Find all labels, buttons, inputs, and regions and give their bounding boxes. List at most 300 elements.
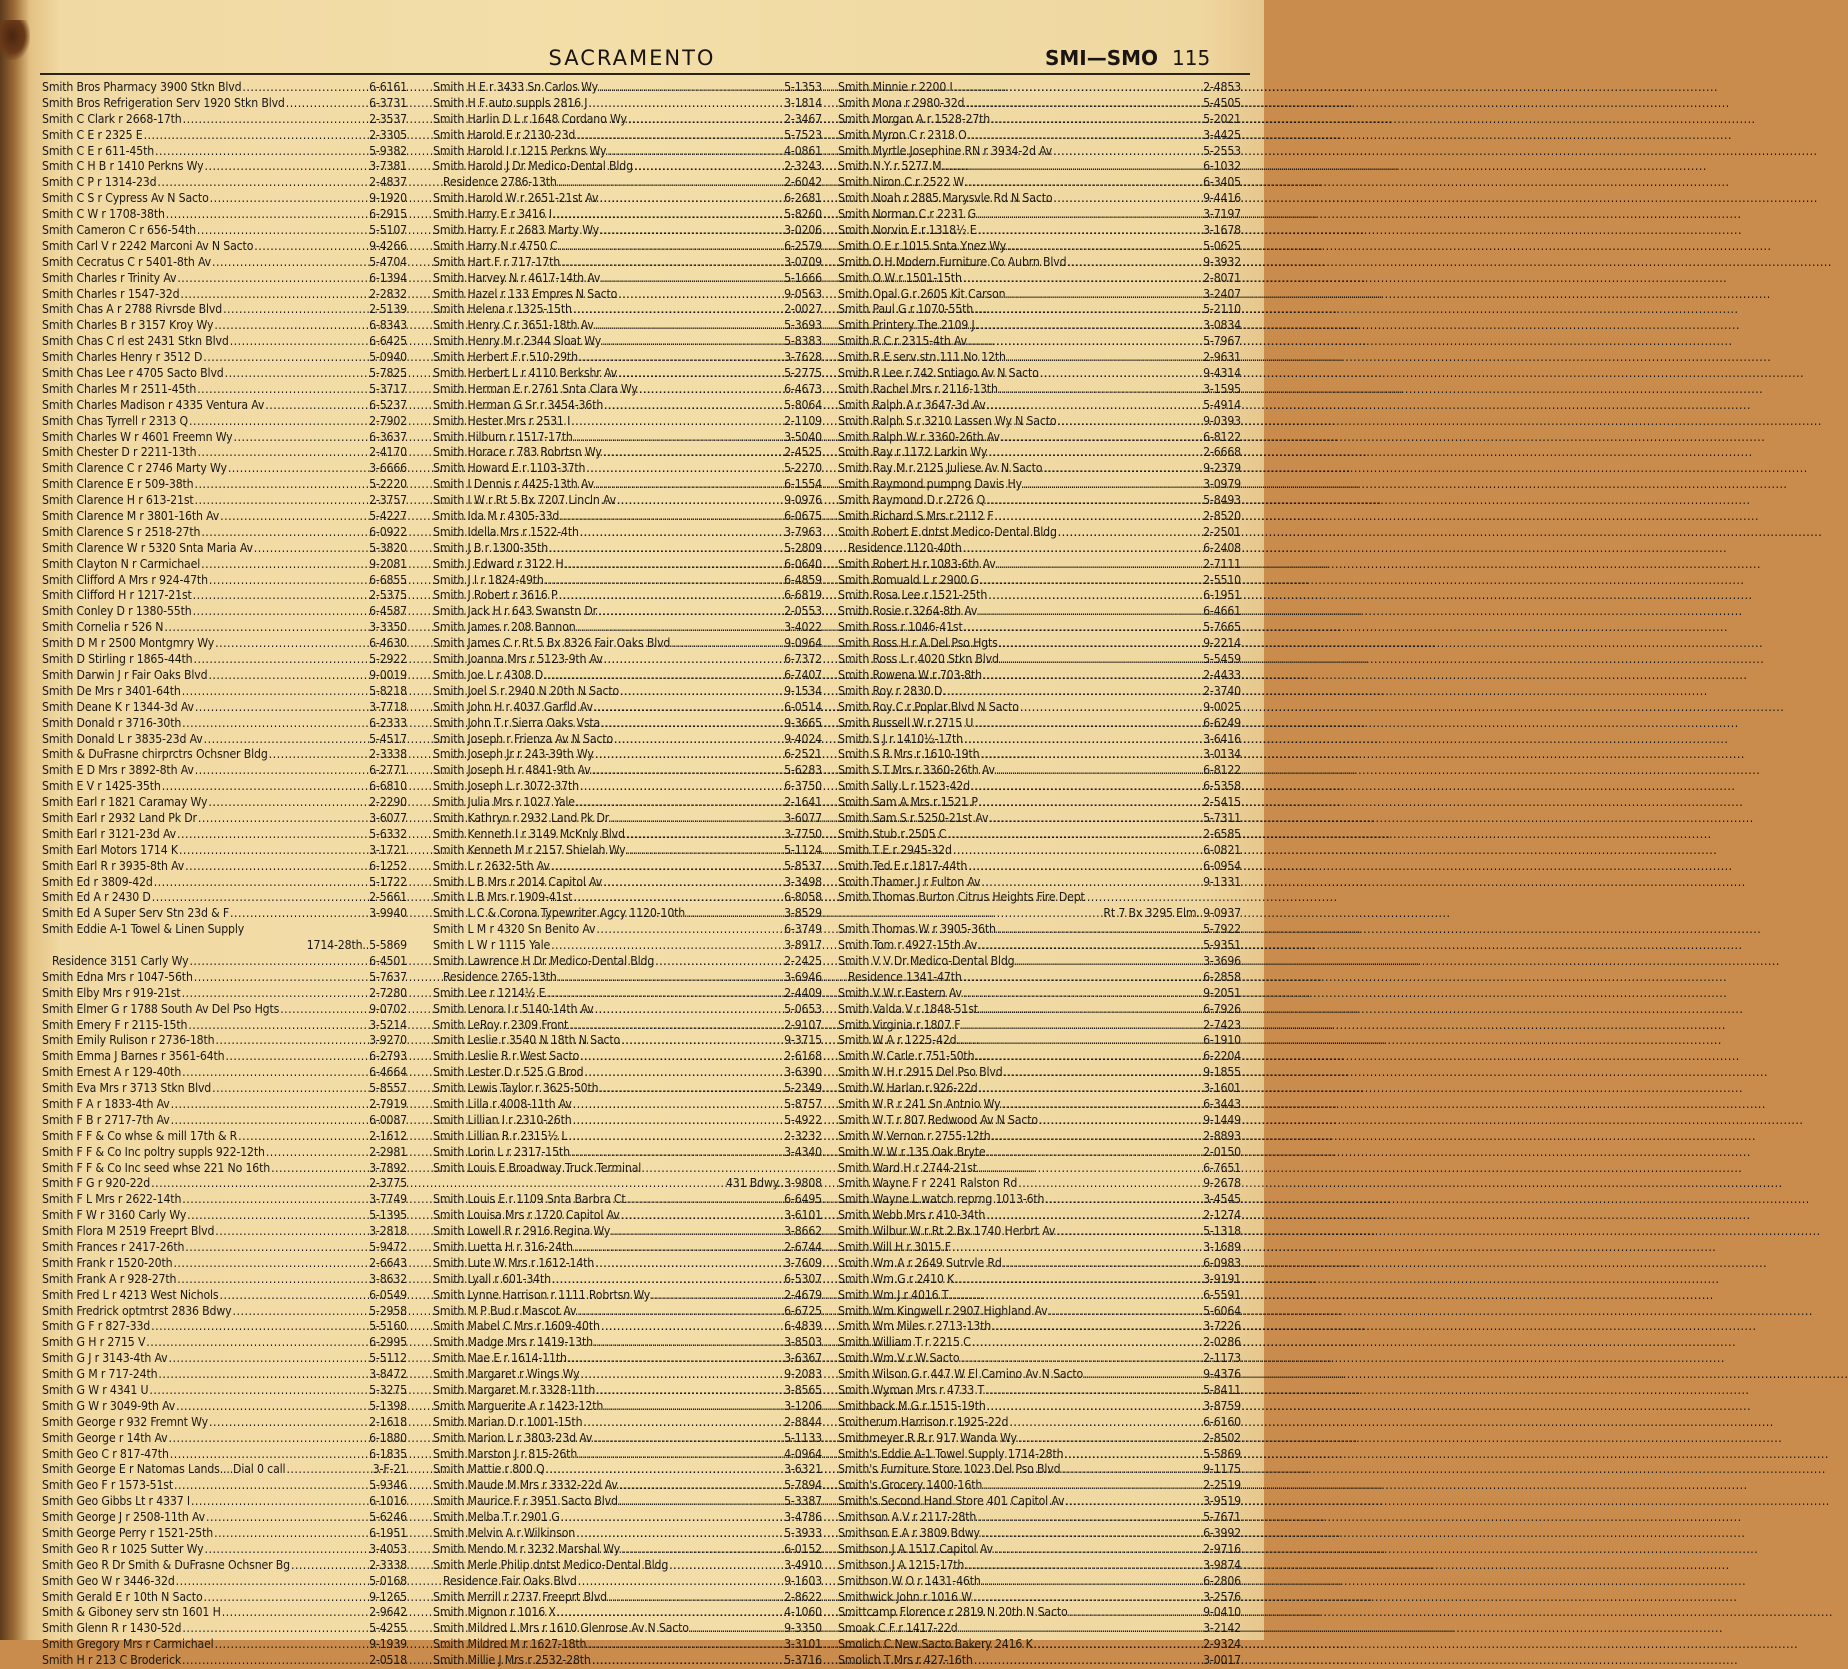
listing-phone: 2-3775 xyxy=(369,1176,407,1191)
listing-phone: 2-1173 xyxy=(1203,1351,1241,1366)
leader-dots xyxy=(964,620,1202,636)
listing-phone: 5-8757 xyxy=(784,1096,822,1111)
leader-dots xyxy=(193,588,368,604)
listing xyxy=(433,906,822,922)
listing-phone: 5-4922 xyxy=(784,1112,822,1127)
listing-name: Smith Raymond pumpng Davis Hy xyxy=(838,477,1022,492)
leader-dots xyxy=(588,96,783,112)
leader-dots xyxy=(157,175,368,191)
listing-name: Smith S J r 1410½-17th xyxy=(838,731,963,746)
listing xyxy=(838,1447,1241,1463)
leader-dots xyxy=(965,175,1202,191)
listing-name: Smith Geo R r 1025 Sutter Wy xyxy=(42,1541,204,1556)
listing-phone: 5-6283 xyxy=(784,763,822,778)
listing-phone: 6-6425 xyxy=(369,334,407,349)
listing-name: Smith Hazel r 133 Empres N Sacto xyxy=(433,286,618,301)
listing-name: Smith H F auto suppls 2816 J xyxy=(433,95,588,110)
listing xyxy=(42,1574,407,1590)
listing xyxy=(433,302,822,318)
page-range: SMI—SMO xyxy=(1045,46,1159,70)
listing-phone: 9-2081 xyxy=(369,556,407,571)
listing xyxy=(433,96,822,112)
listing-phone: 5-1133 xyxy=(784,1430,822,1445)
leader-dots xyxy=(592,763,784,779)
leader-dots xyxy=(974,302,1202,318)
listing-phone: 9-1175 xyxy=(1203,1462,1241,1477)
listing-name: Smith O H Modern Furniture Co Aubrn Blvd xyxy=(838,254,1067,269)
listing xyxy=(838,620,1241,636)
listing-name: Smith Charles B r 3157 Kroy Wy xyxy=(42,318,214,333)
listing xyxy=(433,589,822,605)
listing-name: Smith C S r Cypress Av N Sacto xyxy=(42,191,209,206)
leader-dots xyxy=(182,684,368,700)
leader-dots xyxy=(686,906,783,922)
listing-phone: 2-0286 xyxy=(1203,1335,1241,1350)
listing-phone: 5-5112 xyxy=(369,1351,407,1366)
leader-dots xyxy=(238,1129,368,1145)
listing-name: Smith Lillian I r 2310-26th xyxy=(433,1112,572,1127)
listing xyxy=(42,144,407,160)
listing-name: Smith Richard S Mrs r 2112 F xyxy=(838,509,994,524)
leader-dots xyxy=(166,207,368,223)
listing-name: Smith Herman E r 2761 Snta Clara Wy xyxy=(433,381,638,396)
listing xyxy=(838,1065,1241,1081)
listing-phone: 6-7407 xyxy=(784,667,822,682)
listing xyxy=(433,668,822,684)
listing-phone: 5-3275 xyxy=(369,1383,407,1398)
leader-dots xyxy=(580,1367,783,1383)
listing xyxy=(42,716,407,732)
listing-residence xyxy=(838,970,1241,986)
listing-phone: 3-3101 xyxy=(784,1637,822,1652)
leader-dots xyxy=(601,271,783,287)
listing-phone: 6-7651 xyxy=(1203,1160,1241,1175)
listing-name: Smith Mae E r 1614-11th xyxy=(433,1351,567,1366)
listing-name: Smith Raymond D r 2726 Q xyxy=(838,493,986,508)
leader-dots xyxy=(978,604,1202,620)
listing-residence xyxy=(838,541,1241,557)
listing-phone: 3-7197 xyxy=(1203,207,1241,222)
listing-phone: 5-3693 xyxy=(784,318,822,333)
leader-dots xyxy=(997,922,1202,938)
listing xyxy=(433,366,822,382)
listing xyxy=(42,1367,407,1383)
listing-phone: 5-8064 xyxy=(784,397,822,412)
listing-name: Smith V V Dr Medico-Dental Bldg xyxy=(838,953,1015,968)
leader-dots xyxy=(620,684,783,700)
listing xyxy=(433,1351,822,1367)
listing-phone: 2-3537 xyxy=(369,111,407,126)
leader-dots xyxy=(595,1256,783,1272)
listing-phone: 6-3992 xyxy=(1203,1526,1241,1541)
listing-phone: 9-4266 xyxy=(369,238,407,253)
listing xyxy=(838,302,1241,318)
leader-dots xyxy=(619,1478,783,1494)
listing xyxy=(838,732,1241,748)
listing xyxy=(42,350,407,366)
listing-phone: 6-1252 xyxy=(369,858,407,873)
listing xyxy=(433,700,822,716)
listing-phone: 6-0922 xyxy=(369,524,407,539)
listing-phone: 9-4416 xyxy=(1203,191,1241,206)
listing-phone: 6-3405 xyxy=(1203,175,1241,190)
listing xyxy=(838,763,1241,779)
listing-phone: 3-7750 xyxy=(784,826,822,841)
leader-dots xyxy=(220,509,368,525)
listing-name: Smith Eddie A-1 Towel & Linen Supply xyxy=(42,922,245,937)
listing-phone: 3-8759 xyxy=(1203,1398,1241,1413)
listing xyxy=(433,1558,822,1574)
listing-phone: 2-5510 xyxy=(1203,572,1241,587)
listing-name: Smith Melba T r 2901 G xyxy=(433,1510,560,1525)
listing-phone: 3-4022 xyxy=(784,620,822,635)
listing xyxy=(42,318,407,334)
leader-dots xyxy=(193,652,368,668)
leader-dots xyxy=(989,811,1202,827)
listing-name: Smith Flora M 2519 Freeprt Blvd xyxy=(42,1224,215,1239)
leader-dots xyxy=(979,795,1202,811)
listing xyxy=(838,1129,1241,1145)
leader-dots xyxy=(169,1431,369,1447)
listing xyxy=(433,795,822,811)
listing xyxy=(433,890,822,906)
listing-name: Smith Marguerite A r 1423-12th xyxy=(433,1398,604,1413)
listing xyxy=(838,287,1241,303)
listing xyxy=(42,302,407,318)
leader-dots xyxy=(152,890,368,906)
listing-name: Smith Emery F r 2115-15th xyxy=(42,1017,188,1032)
listing-name: Smith Kathryn r 2932 Land Pk Dr xyxy=(433,810,610,825)
listing xyxy=(42,287,407,303)
leader-dots xyxy=(986,1208,1202,1224)
listing-phone: 6-3750 xyxy=(784,779,822,794)
listing-name: Smith Ross H r A Del Pso Hgts xyxy=(838,636,998,651)
listing xyxy=(42,779,407,795)
leader-dots xyxy=(197,223,368,239)
listing-name: Smith Lenora I r 5140-14th Av xyxy=(433,1001,594,1016)
listing-phone: 9-0937 xyxy=(1203,906,1241,921)
listing-name: Smith Ralph A r 3647-3d Av xyxy=(838,397,986,412)
listing-phone: 2-2425 xyxy=(784,953,822,968)
leader-dots xyxy=(1007,239,1202,255)
listing-name: Smith Helena r 1325-15th xyxy=(433,302,572,317)
listing-name: Smith Harry N r 4750 C xyxy=(433,238,558,253)
listing-phone: 3-3350 xyxy=(369,620,407,635)
leader-dots xyxy=(176,1399,368,1415)
listing-name: Residence Fair Oaks Blvd xyxy=(443,1573,577,1588)
listing-name: Smith Horace r 783 Robrtsn Wy xyxy=(433,445,602,460)
leader-dots xyxy=(187,1208,368,1224)
leader-dots xyxy=(975,1049,1202,1065)
listing-phone: 6-4664 xyxy=(369,1065,407,1080)
leader-dots xyxy=(269,747,368,763)
leader-dots xyxy=(1084,1367,1202,1383)
listing-name: Smith James r 208 Bannon xyxy=(433,620,576,635)
listing xyxy=(42,1462,407,1478)
listing xyxy=(42,1161,407,1177)
listing-phone: 3-8472 xyxy=(369,1367,407,1382)
listing-name: Smith Maurice F r 3951 Sacto Blvd xyxy=(433,1494,618,1509)
listing-name: Smith Madge Mrs r 1419-13th xyxy=(433,1335,593,1350)
leader-dots xyxy=(947,827,1202,843)
leader-dots xyxy=(571,414,783,430)
listing-name: Smith Frank A r 928-27th xyxy=(42,1271,177,1286)
listing-name: Smith Ward H r 2744-21st xyxy=(838,1160,977,1175)
listing xyxy=(433,1161,822,1177)
listing xyxy=(433,954,822,970)
listing-name: Smith Wayne L watch reprng 1013-6th xyxy=(838,1192,1045,1207)
listing-name: Smith R C r 2315-4th Av xyxy=(838,334,968,349)
listing-phone: 3-6946 xyxy=(784,969,822,984)
listing-name: Smith Mendo M r 3232 Marshal Wy xyxy=(433,1541,621,1556)
listing-name: Smith Gerald E r 10th N Sacto xyxy=(42,1589,203,1604)
leader-dots xyxy=(170,1447,368,1463)
listing xyxy=(433,477,822,493)
listing-name: Smith Clarence H r 613-21st xyxy=(42,493,194,508)
listing-name: Smithson E A r 3809 Bdwy xyxy=(838,1526,980,1541)
listing xyxy=(838,318,1241,334)
listing-phone: 4-0861 xyxy=(784,143,822,158)
listing-name: Smith Wm A r 2649 Sutrvle Rd xyxy=(838,1255,1002,1270)
listing-name: Smith Gregory Mrs r Carmichael xyxy=(42,1637,214,1652)
listing-name: Smith Ralph W r 3360-26th Av xyxy=(838,429,1000,444)
listing-phone: 5-7311 xyxy=(1203,810,1241,825)
leader-dots xyxy=(982,1574,1202,1590)
listing-phone: 6-0675 xyxy=(784,509,822,524)
listing-phone: 6-7926 xyxy=(1203,1001,1241,1016)
leader-dots xyxy=(977,1510,1202,1526)
listing-name: Smithson J A 1215-17th xyxy=(838,1557,965,1572)
leader-dots xyxy=(1061,1462,1202,1478)
listing-phone: 6-8122 xyxy=(1203,763,1241,778)
listing xyxy=(433,1129,822,1145)
listing-phone: 3-7749 xyxy=(369,1192,407,1207)
listing-name: Smith Merrill r 2737 Freeprt Blvd xyxy=(433,1589,607,1604)
listing-name: Smith C E r 611-45th xyxy=(42,143,155,158)
listing-name: Smith L r 2632-5th Av xyxy=(433,858,550,873)
listing xyxy=(433,827,822,843)
listing-name: Smith Charles W r 4601 Freemn Wy xyxy=(42,429,233,444)
listing xyxy=(433,223,822,239)
leader-dots xyxy=(980,747,1202,763)
leader-dots xyxy=(603,445,783,461)
leader-dots xyxy=(558,970,783,986)
listing xyxy=(433,843,822,859)
listing xyxy=(433,1590,822,1606)
listing-phone: 5-2021 xyxy=(1203,111,1241,126)
leader-dots xyxy=(983,1478,1202,1494)
listing-name: Smith L W r 1115 Yale xyxy=(433,938,551,953)
listing-name: Smith Leslie R r West Sacto xyxy=(433,1049,580,1064)
leader-dots xyxy=(146,1335,368,1351)
listing-name: Smith George r 932 Fremnt Wy xyxy=(42,1414,208,1429)
listing xyxy=(838,334,1241,350)
listing-name: Smith Hester Mrs r 2531 I xyxy=(433,413,571,428)
leader-dots xyxy=(194,970,368,986)
listing-phone: 9-1855 xyxy=(1203,1065,1241,1080)
listing-phone: 3-7892 xyxy=(369,1160,407,1175)
listing-name: Smith Joseph H r 4841-9th Av xyxy=(433,763,591,778)
listing-phone: 5-2220 xyxy=(369,477,407,492)
listing-name: Smith L M r 4320 Sn Benito Av xyxy=(433,922,596,937)
listing xyxy=(433,1208,822,1224)
listing xyxy=(42,191,407,207)
listing xyxy=(433,1526,822,1542)
listing-phone: 6-5591 xyxy=(1203,1287,1241,1302)
listing-phone: 3-1814 xyxy=(784,95,822,110)
listing-name: Smith F F & Co whse & mill 17th & R xyxy=(42,1128,238,1143)
listing-name: Smith Margaret M r 3328-11th xyxy=(433,1383,596,1398)
listing-phone: 2-3338 xyxy=(369,1557,407,1572)
listing xyxy=(838,1478,1241,1494)
listing-phone: 2-3338 xyxy=(369,747,407,762)
leader-dots xyxy=(569,1018,783,1034)
listing-name: Smith Geo Gibbs Lt r 4337 I xyxy=(42,1494,190,1509)
listing xyxy=(838,223,1241,239)
listing xyxy=(838,1637,1241,1653)
leader-dots xyxy=(266,1145,368,1161)
listing xyxy=(838,414,1241,430)
listing-name: Smith Bros Refrigeration Serv 1920 Stkn Blvd xyxy=(42,95,285,110)
listing-phone: 6-5307 xyxy=(784,1271,822,1286)
leader-dots xyxy=(953,843,1202,859)
listing-name: Smith Wm V r W Sacto xyxy=(838,1351,960,1366)
listing-name: Smith Romuald L r 2900 G xyxy=(838,572,979,587)
listing-phone: 5-3820 xyxy=(369,540,407,555)
listing xyxy=(42,1097,407,1113)
listing xyxy=(42,1447,407,1463)
leader-dots xyxy=(960,1351,1202,1367)
listing-phone: 2-8844 xyxy=(784,1414,822,1429)
leader-dots xyxy=(185,859,368,875)
listing xyxy=(838,827,1241,843)
listing xyxy=(433,1065,822,1081)
leader-dots xyxy=(168,1351,368,1367)
leader-dots xyxy=(182,986,369,1002)
listing-phone: 3-0017 xyxy=(1203,1653,1241,1668)
leader-dots xyxy=(209,1415,368,1431)
leader-dots xyxy=(963,986,1202,1002)
listing-phone: 6-3749 xyxy=(784,922,822,937)
leader-dots xyxy=(560,509,783,525)
listing-name: Smith Hart F r 717-17th xyxy=(433,254,561,269)
listing xyxy=(42,636,407,652)
listing xyxy=(433,1113,822,1129)
listing-name: Smith I W r Rt 5 Bx 7207 Lincln Av xyxy=(433,493,616,508)
listing-phone: 2-4170 xyxy=(369,445,407,460)
leader-dots xyxy=(949,1288,1202,1304)
listing xyxy=(838,1192,1241,1208)
listing xyxy=(838,159,1241,175)
listing xyxy=(42,1033,407,1049)
listing xyxy=(42,1145,407,1161)
listing xyxy=(42,525,407,541)
listing-phone: 2-2501 xyxy=(1203,524,1241,539)
leader-dots xyxy=(580,525,783,541)
listing-phone: 2-6744 xyxy=(784,1240,822,1254)
listing-phone: 5-9472 xyxy=(369,1240,407,1254)
listing-name: Smith Millie J Mrs r 2532-28th xyxy=(433,1653,591,1668)
leader-dots xyxy=(601,716,783,732)
listing-name: Smith J Robert r 3616 P xyxy=(433,588,558,603)
listing xyxy=(433,271,822,287)
leader-dots xyxy=(608,1590,783,1606)
listing xyxy=(433,557,822,573)
listing-name: Smith G W r 3049-9th Av xyxy=(42,1398,176,1413)
listing-name: Smith Chas C rl est 2431 Stkn Blvd xyxy=(42,334,229,349)
listing-name: Smith Merle Philip dntst Medico-Dental Bldg xyxy=(433,1557,669,1572)
listing-name: Smith Joe L r 4308 D xyxy=(433,667,543,682)
listing xyxy=(433,414,822,430)
listing-name: Smith Lilla r 4008-11th Av xyxy=(433,1096,572,1111)
leader-dots xyxy=(577,620,783,636)
listing-name: Smith Kenneth M r 2157 Shielah Wy xyxy=(433,842,626,857)
leader-dots xyxy=(671,636,783,652)
listing xyxy=(433,875,822,891)
leader-dots xyxy=(610,811,783,827)
leader-dots xyxy=(182,1653,368,1669)
leader-dots xyxy=(602,334,783,350)
listing-phone: 2-3740 xyxy=(1203,683,1241,698)
leader-dots xyxy=(963,541,1202,557)
listing-phone: 6-0821 xyxy=(1203,842,1241,857)
listing-phone: 2-1612 xyxy=(369,1128,407,1143)
listing xyxy=(42,859,407,875)
listing-name: Smith Donald r 3716-30th xyxy=(42,715,182,730)
listing xyxy=(433,430,822,446)
listing xyxy=(433,1510,822,1526)
leader-dots xyxy=(204,1590,369,1606)
listing-name: Smith Ida M r 4305-33d xyxy=(433,509,560,524)
leader-dots xyxy=(242,80,368,96)
leader-dots xyxy=(1001,430,1202,446)
listing-phone: 9-3350 xyxy=(784,1621,822,1636)
leader-dots xyxy=(182,716,368,732)
listing-phone: 2-9631 xyxy=(1203,350,1241,365)
leader-dots xyxy=(987,1399,1202,1415)
listing xyxy=(838,1335,1241,1351)
leader-dots xyxy=(1001,1097,1202,1113)
listing-phone: 9-2678 xyxy=(1203,1176,1241,1191)
listing xyxy=(838,96,1241,112)
listing-name: Smith L B Mrs r 1909-41st xyxy=(433,890,573,905)
listing xyxy=(838,1431,1241,1447)
listing xyxy=(838,1399,1241,1415)
listing-phone: 5-4505 xyxy=(1203,95,1241,110)
listing-name: Smith & DuFrasne chirprctrs Ochsner Bldg xyxy=(42,747,268,762)
listing-phone: 5-4704 xyxy=(369,254,407,269)
leader-dots xyxy=(978,223,1203,239)
listing-continuation xyxy=(42,938,407,954)
listing xyxy=(838,477,1241,493)
leader-dots xyxy=(607,144,783,160)
listing-phone: 5-8383 xyxy=(784,334,822,349)
listing xyxy=(433,1447,822,1463)
leader-dots xyxy=(158,1367,368,1383)
leader-dots xyxy=(193,604,368,620)
leader-dots xyxy=(198,811,368,827)
listing-phone: 5-0625 xyxy=(1203,238,1241,253)
leader-dots xyxy=(1057,414,1202,430)
listing-phone: 6-3731 xyxy=(369,95,407,110)
leader-dots xyxy=(604,1399,783,1415)
listing-phone: 5-4227 xyxy=(369,509,407,524)
listing-name: Smith R E serv stn 111 No 12th xyxy=(838,350,1006,365)
listing-phone: 3-0709 xyxy=(784,254,822,269)
listing-phone: 2-5661 xyxy=(369,890,407,905)
listing-phone: 5-9351 xyxy=(1203,938,1241,953)
leader-dots xyxy=(988,445,1202,461)
